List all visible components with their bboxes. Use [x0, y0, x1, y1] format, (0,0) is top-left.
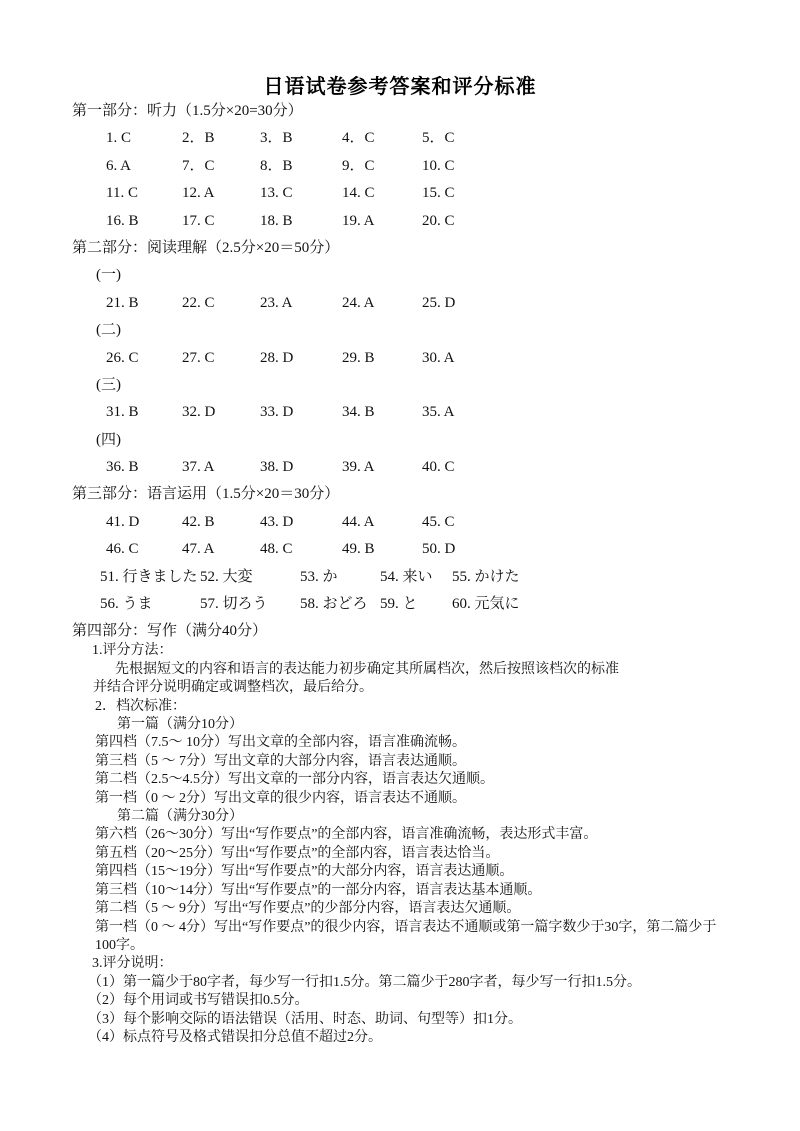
answer-row: [72, 569, 783, 596]
section-heading-language-use: 第三部分：语言运用（1.5分×20＝30分）: [72, 486, 340, 503]
answer-cell: 1. C: [106, 130, 132, 147]
answer-row: [72, 213, 783, 240]
answer-cell: 3．B: [260, 130, 293, 147]
level-standard-label: 2．档次标准：: [95, 698, 186, 714]
answer-cell: 42. B: [182, 513, 215, 530]
answer-cell: 43. D: [260, 513, 294, 530]
essay1-label: 第一篇（满分10分）: [117, 717, 243, 733]
answer-cell: 28. D: [260, 349, 294, 366]
essay1-level: 第三档（5 ～ 7分）写出文章的大部分内容，语言表达通顺。: [95, 753, 466, 769]
scoring-note: （4）标点符号及格式错误扣分总值不超过2分。: [88, 1029, 382, 1045]
answer-cell: 21. B: [106, 294, 139, 311]
answer-cell: 23. A: [260, 294, 293, 311]
answer-cell: 55. かけた: [452, 568, 520, 585]
answer-row: [72, 514, 783, 541]
scoring-method-label: 1.评分方法：: [92, 643, 173, 659]
scoring-method-text: 并结合评分说明确定或调整档次，最后给分。: [93, 680, 373, 696]
answer-cell: 57. 切ろう: [200, 596, 268, 613]
answer-cell: 17. C: [182, 212, 215, 229]
essay2-level: 第三档（10～14分）写出“写作要点”的一部分内容，语言表达基本通顺。: [95, 882, 542, 898]
answer-cell: 11. C: [106, 185, 138, 202]
answer-cell: 5．C: [422, 130, 455, 147]
answer-cell: 19. A: [342, 212, 375, 229]
answer-cell: 27. C: [182, 349, 215, 366]
answer-row: [72, 130, 783, 157]
section-heading-writing: 第四部分：写作（满分40分）: [72, 623, 268, 640]
answer-cell: 38. D: [260, 459, 294, 476]
document-title: 日语试卷参考答案和评分标准: [263, 76, 537, 98]
answer-row: [72, 596, 783, 623]
answer-cell: 2．B: [182, 130, 215, 147]
essay1-level: 第四档（7.5～ 10分）写出文章的全部内容，语言准确流畅。: [95, 735, 466, 751]
answer-cell: 41. D: [106, 513, 140, 530]
answer-cell: 13. C: [260, 185, 293, 202]
answer-cell: 50. D: [422, 541, 456, 558]
answer-cell: 36. B: [106, 459, 139, 476]
passage-label: (四): [96, 431, 121, 448]
answer-cell: 44. A: [342, 513, 375, 530]
answer-cell: 20. C: [422, 212, 455, 229]
answer-cell: 25. D: [422, 294, 456, 311]
essay1-level: 第一档（0 ～ 2分）写出文章的很少内容，语言表达不通顺。: [95, 790, 466, 806]
answer-cell: 26. C: [106, 349, 139, 366]
answer-row: [72, 459, 783, 486]
answer-cell: 32. D: [182, 404, 216, 421]
answer-cell: 34. B: [342, 404, 375, 421]
answer-row: [72, 541, 783, 568]
answer-cell: 58. おどろ: [300, 596, 368, 613]
answer-row: [72, 295, 783, 322]
answer-cell: 45. C: [422, 513, 455, 530]
scoring-notes-label: 3.评分说明：: [92, 956, 173, 972]
answer-cell: 59. と: [380, 596, 418, 613]
section-heading-reading: 第二部分：阅读理解（2.5分×20＝50分）: [72, 239, 340, 256]
answer-cell: 10. C: [422, 157, 455, 174]
answer-cell: 7．C: [182, 157, 215, 174]
scoring-method-text: 先根据短文的内容和语言的表达能力初步确定其所属档次，然后按照该档次的标准: [115, 661, 619, 677]
answer-cell: 40. C: [422, 459, 455, 476]
scoring-note: （2）每个用词或书写错误扣0.5分。: [88, 993, 309, 1009]
answer-cell: 14. C: [342, 185, 375, 202]
answer-cell: 39. A: [342, 459, 375, 476]
answer-cell: 33. D: [260, 404, 294, 421]
passage-label: (三): [96, 376, 121, 393]
essay2-level: 第五档（20～25分）写出“写作要点”的全部内容，语言表达恰当。: [95, 845, 500, 861]
essay2-label: 第二篇（满分30分）: [117, 809, 243, 825]
essay1-level: 第二档（2.5～4.5分）写出文章的一部分内容，语言表达欠通顺。: [95, 772, 494, 788]
answer-row: [72, 350, 783, 377]
answer-cell: 35. A: [422, 404, 455, 421]
scoring-note: （1）第一篇少于80字者，每少写一行扣1.5分。第二篇少于280字者，每少写一行扣1.5分。: [88, 974, 641, 990]
answer-cell: 24. A: [342, 294, 375, 311]
essay2-level: 第二档（5 ～ 9分）写出“写作要点”的少部分内容，语言表达欠通顺。: [95, 901, 521, 917]
answer-cell: 30. A: [422, 349, 455, 366]
answer-cell: 60. 元気に: [452, 596, 520, 613]
answer-cell: 29. B: [342, 349, 375, 366]
answer-cell: 16. B: [106, 212, 139, 229]
answer-cell: 56. うま: [100, 596, 153, 613]
answer-cell: 9．C: [342, 157, 375, 174]
answer-cell: 52. 大変: [200, 568, 253, 585]
answer-row: [72, 185, 783, 212]
answer-cell: 12. A: [182, 185, 215, 202]
answer-cell: 4．C: [342, 130, 375, 147]
essay2-level: 第四档（15～19分）写出“写作要点”的大部分内容，语言表达通顺。: [95, 864, 514, 880]
answer-cell: 37. A: [182, 459, 215, 476]
passage-label: (一): [96, 267, 121, 284]
answer-cell: 53. か: [300, 568, 338, 585]
answer-cell: 22. C: [182, 294, 215, 311]
answer-row: [72, 404, 783, 431]
answer-cell: 18. B: [260, 212, 293, 229]
answer-cell: 46. C: [106, 541, 139, 558]
answer-cell: 54. 来い: [380, 568, 433, 585]
answer-cell: 15. C: [422, 185, 455, 202]
answer-cell: 47. A: [182, 541, 215, 558]
scoring-note: （3）每个影响交际的语法错误（活用、时态、助词、句型等）扣1分。: [88, 1011, 522, 1027]
answer-cell: 48. C: [260, 541, 293, 558]
answer-cell: 31. B: [106, 404, 139, 421]
answer-row: [72, 158, 783, 185]
essay2-level: 第一档（0 ～ 4分）写出“写作要点”的很少内容，语言表达不通顺或第一篇字数少于30字，第二篇少于100字。: [95, 919, 717, 953]
answer-cell: 6. A: [106, 157, 132, 174]
passage-label: (二): [96, 322, 121, 339]
answer-cell: 49. B: [342, 541, 375, 558]
section-heading-listening: 第一部分：听力（1.5分×20=30分）: [72, 103, 303, 119]
answer-cell: 8．B: [260, 157, 293, 174]
essay2-level: 第六档（26～30分）写出“写作要点”的全部内容，语言准确流畅，表达形式丰富。: [95, 827, 598, 843]
answer-cell: 51. 行きました: [100, 568, 198, 585]
